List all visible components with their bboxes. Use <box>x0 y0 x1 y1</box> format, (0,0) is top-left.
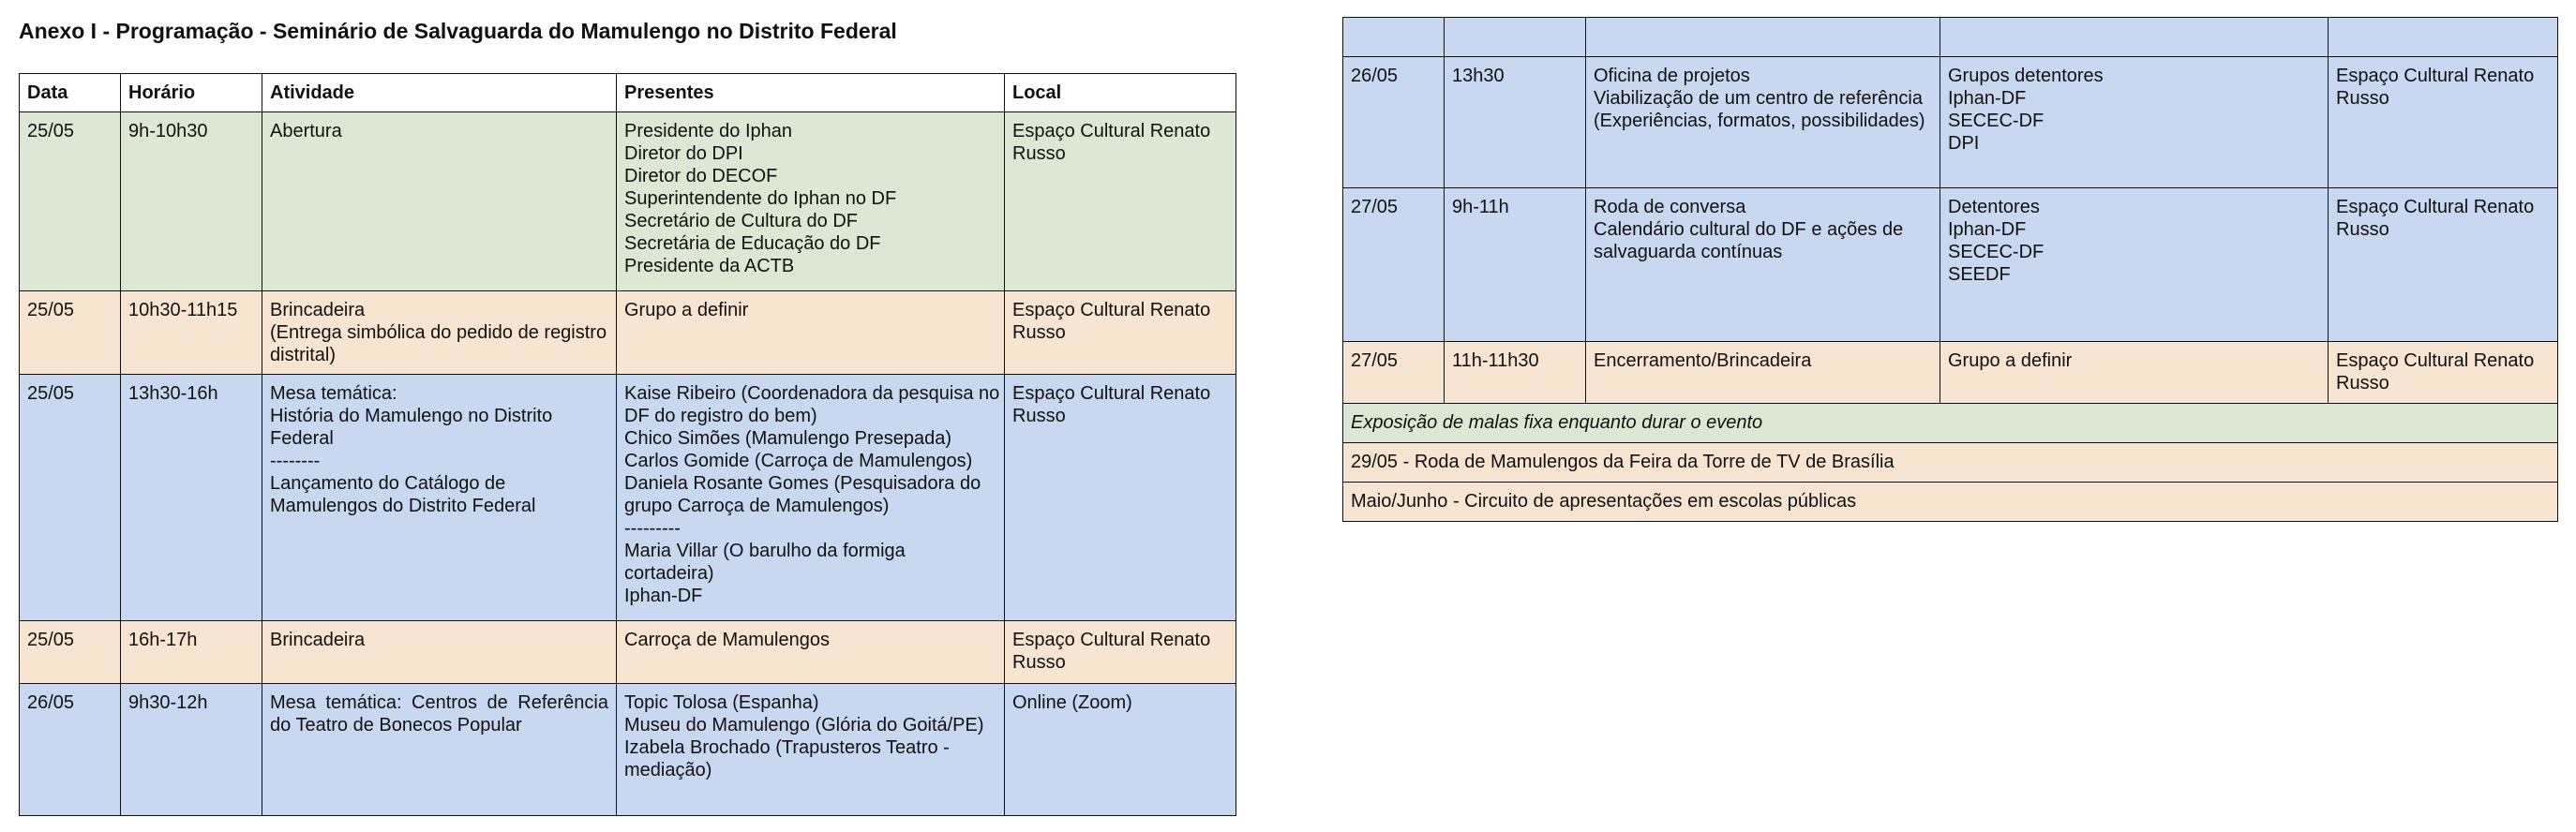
cell-data: 26/05 <box>1343 57 1445 188</box>
presente-line: Secretária de Educação do DF <box>624 233 881 254</box>
empty-cell <box>2329 18 2558 57</box>
cell-local <box>1005 375 1236 621</box>
presente-line: Daniela Rosante Gomes (Pesquisadora do <box>624 473 981 494</box>
note-row <box>1343 404 2558 443</box>
document-title: Anexo I - Programação - Seminário de Salvaguarda do Mamulengo no Distrito Federal <box>19 19 897 43</box>
table-row <box>1343 57 2558 188</box>
table-row <box>20 112 1236 291</box>
presente-line: Carroça de Mamulengos <box>624 630 830 650</box>
cell-data: 25/05 <box>20 112 121 291</box>
atividade-line: Oficina de projetos <box>1594 66 1750 86</box>
atividade-line: salvaguarda contínuas <box>1594 242 1783 262</box>
cell-local <box>2329 57 2558 188</box>
cell-local <box>2329 188 2558 342</box>
cell-horario: 11h-11h30 <box>1445 342 1586 404</box>
header-local: Local <box>1005 74 1236 112</box>
empty-cell <box>1940 18 2329 57</box>
presente-line: Secretário de Cultura do DF <box>624 211 859 231</box>
presente-line: Carlos Gomide (Carroça de Mamulengos) <box>624 451 973 471</box>
note-roda: 29/05 - Roda de Mamulengos da Feira da Torre de TV de Brasília <box>1343 443 2558 483</box>
presente-line: cortadeira) <box>624 563 714 584</box>
note-row <box>1343 483 2558 522</box>
presente-line: Iphan-DF <box>624 586 703 606</box>
presente-line: Grupo a definir <box>1948 350 2073 371</box>
cell-horario: 13h30 <box>1445 57 1586 188</box>
local-line: Russo <box>1012 652 1066 673</box>
presente-line: Kaise Ribeiro (Coordenadora da pesquisa no <box>624 383 1000 404</box>
atividade-line: Lançamento do Catálogo de <box>270 473 506 494</box>
presente-line: Maria Villar (O barulho da formiga <box>624 541 906 561</box>
cell-atividade <box>1586 57 1940 188</box>
local-line: Espaço Cultural Renato <box>1012 121 1211 141</box>
cell-presentes <box>617 375 1005 621</box>
presente-line: Museu do Mamulengo (Glória do Goitá/PE) <box>624 715 984 735</box>
cell-data: 25/05 <box>20 621 121 684</box>
cell-horario: 9h-11h <box>1445 188 1586 342</box>
cell-local <box>1005 291 1236 375</box>
atividade-line: -------- <box>270 451 321 471</box>
cell-data: 26/05 <box>20 684 121 816</box>
table-row-continued <box>1343 18 2558 57</box>
table-row <box>1343 342 2558 404</box>
table-row <box>20 375 1236 621</box>
cell-local <box>1005 684 1236 816</box>
local-line: Online (Zoom) <box>1012 692 1132 713</box>
cell-presentes <box>1940 57 2329 188</box>
local-line: Russo <box>1012 322 1066 343</box>
cell-horario: 9h30-12h <box>121 684 262 816</box>
schedule-table-left <box>19 73 1236 816</box>
note-circuito: Maio/Junho - Circuito de apresentações em escolas públicas <box>1343 483 2558 522</box>
atividade-line: Viabilização de um centro de referência <box>1594 88 1923 109</box>
local-line: Russo <box>2336 219 2389 240</box>
cell-presentes <box>617 112 1005 291</box>
schedule-table-right <box>1342 17 2558 522</box>
atividade-line: Mesa temática: Centros de Referência do Teatro de Bonecos Popular <box>270 692 608 735</box>
cell-presentes <box>1940 188 2329 342</box>
cell-data: 27/05 <box>1343 342 1445 404</box>
presente-line: DF do registro do bem) <box>624 406 817 426</box>
presente-line: Grupo a definir <box>624 300 749 320</box>
atividade-line: Brincadeira <box>270 630 366 650</box>
presente-line: mediação) <box>624 760 712 780</box>
presente-line: Chico Simões (Mamulengo Presepada) <box>624 428 952 449</box>
atividade-line: distrital) <box>270 345 337 365</box>
note-row <box>1343 443 2558 483</box>
presente-line: Izabela Brochado (Trapusteros Teatro - <box>624 737 950 758</box>
local-line: Espaço Cultural Renato <box>1012 300 1211 320</box>
atividade-line: Calendário cultural do DF e ações de <box>1594 219 1904 240</box>
presente-line: Diretor do DPI <box>624 143 743 164</box>
cell-atividade <box>262 375 617 621</box>
header-horario: Horário <box>121 74 262 112</box>
cell-atividade <box>1586 342 1940 404</box>
cell-presentes <box>617 684 1005 816</box>
cell-presentes <box>617 621 1005 684</box>
presente-line: --------- <box>624 518 681 539</box>
presente-line: Detentores <box>1948 197 2040 217</box>
presente-line: SECEC-DF <box>1948 111 2044 131</box>
note-exposicao: Exposição de malas fixa enquanto durar o evento <box>1343 404 2558 443</box>
atividade-line: Mesa temática: <box>270 383 397 404</box>
atividade-line: (Experiências, formatos, possibilidades) <box>1594 111 1925 131</box>
cell-horario: 16h-17h <box>121 621 262 684</box>
presente-line: Superintendente do Iphan no DF <box>624 188 897 209</box>
presente-line: Topic Tolosa (Espanha) <box>624 692 819 713</box>
empty-cell <box>1343 18 1445 57</box>
presente-line: DPI <box>1948 133 1980 154</box>
header-presentes: Presentes <box>617 74 1005 112</box>
presente-line: Presidente da ACTB <box>624 256 795 276</box>
cell-presentes <box>1940 342 2329 404</box>
presente-line: Iphan-DF <box>1948 219 2027 240</box>
cell-atividade <box>1586 188 1940 342</box>
atividade-line: Brincadeira <box>270 300 366 320</box>
cell-data: 25/05 <box>20 291 121 375</box>
cell-data: 27/05 <box>1343 188 1445 342</box>
presente-line: Diretor do DECOF <box>624 166 778 186</box>
table-row <box>1343 188 2558 342</box>
atividade-line: (Entrega simbólica do pedido de registro <box>270 322 607 343</box>
local-line: Russo <box>2336 88 2389 109</box>
presente-line: Iphan-DF <box>1948 88 2027 109</box>
local-line: Espaço Cultural Renato <box>2336 350 2535 371</box>
local-line: Espaço Cultural Renato <box>2336 66 2535 86</box>
cell-atividade <box>262 112 617 291</box>
cell-horario: 13h30-16h <box>121 375 262 621</box>
cell-data: 25/05 <box>20 375 121 621</box>
cell-horario: 9h-10h30 <box>121 112 262 291</box>
atividade-line: História do Mamulengo no Distrito <box>270 406 553 426</box>
presente-line: grupo Carroça de Mamulengos) <box>624 496 890 516</box>
cell-atividade <box>262 291 617 375</box>
table-row <box>20 684 1236 816</box>
cell-atividade <box>262 684 617 816</box>
presente-line: SEEDF <box>1948 264 2011 285</box>
local-line: Russo <box>1012 143 1066 164</box>
cell-horario: 10h30-11h15 <box>121 291 262 375</box>
presente-line: Grupos detentores <box>1948 66 2104 86</box>
empty-cell <box>1586 18 1940 57</box>
header-atividade: Atividade <box>262 74 617 112</box>
cell-presentes <box>617 291 1005 375</box>
table-row <box>20 291 1236 375</box>
local-line: Russo <box>2336 373 2389 394</box>
cell-local <box>1005 112 1236 291</box>
local-line: Russo <box>1012 406 1066 426</box>
presente-line: SECEC-DF <box>1948 242 2044 262</box>
header-data: Data <box>20 74 121 112</box>
atividade-line: Mamulengos do Distrito Federal <box>270 496 536 516</box>
presente-line: Presidente do Iphan <box>624 121 793 141</box>
atividade-line: Abertura <box>270 121 342 141</box>
cell-atividade <box>262 621 617 684</box>
cell-local <box>2329 342 2558 404</box>
atividade-line: Encerramento/Brincadeira <box>1594 350 1812 371</box>
empty-cell <box>1445 18 1586 57</box>
atividade-line: Roda de conversa <box>1594 197 1746 217</box>
table-row <box>20 621 1236 684</box>
cell-local <box>1005 621 1236 684</box>
table-header-row <box>20 74 1236 112</box>
local-line: Espaço Cultural Renato <box>1012 383 1211 404</box>
atividade-line: Federal <box>270 428 334 449</box>
local-line: Espaço Cultural Renato <box>1012 630 1211 650</box>
local-line: Espaço Cultural Renato <box>2336 197 2535 217</box>
